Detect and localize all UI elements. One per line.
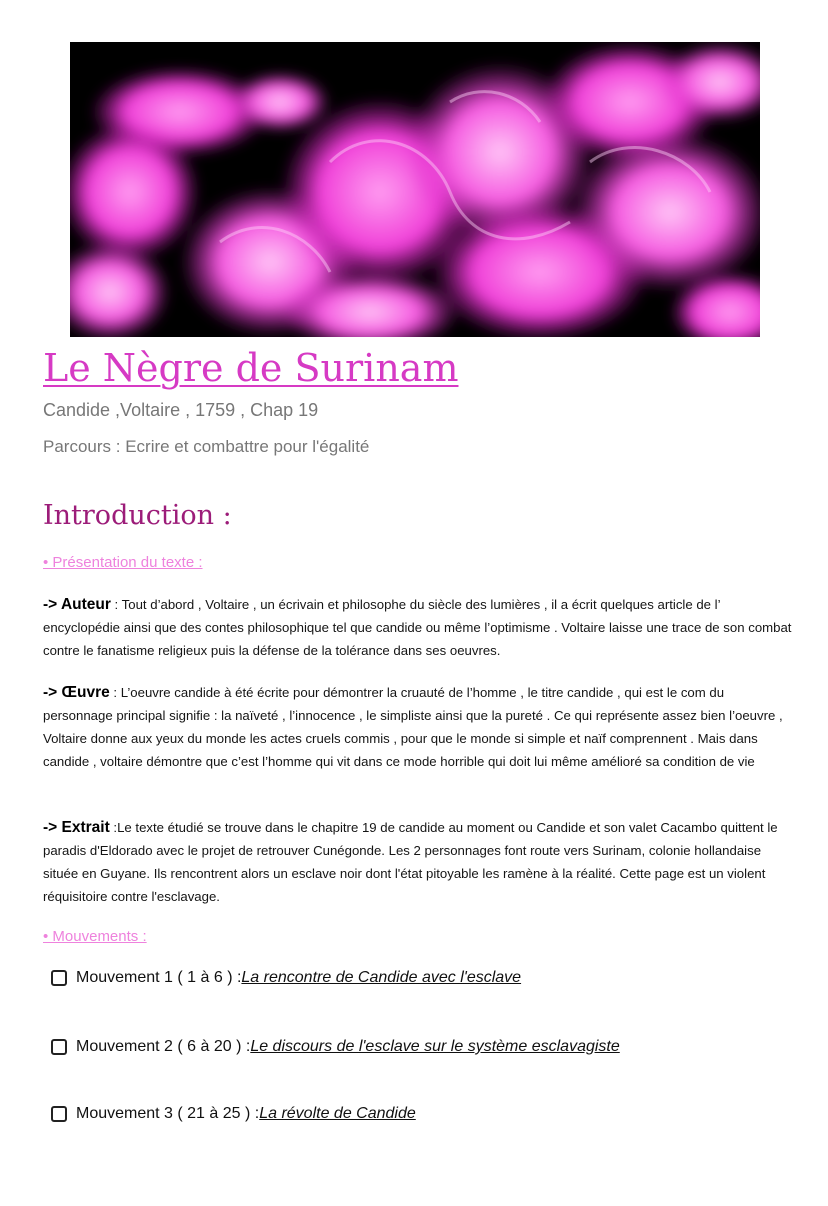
- checkbox-icon[interactable]: [51, 970, 67, 986]
- auteur-text: : Tout d’abord , Voltaire , un écrivain et philosophe du siècle des lumières , il a écrit quelques article de l’ encyclopédie ainsi que des contes philosophique tel que candide ou même l’optimisme . Voltaire laisse une trace de son combat contre le fanatisme religieux puis la défense de la tolérance dans ses oeuvres.: [43, 597, 792, 658]
- checkbox-icon[interactable]: [51, 1106, 67, 1122]
- banner-image: [70, 42, 760, 337]
- mouvement-prefix: Mouvement 2 ( 6 à 20 ) :: [76, 1038, 251, 1055]
- oeuvre-paragraph: [43, 681, 793, 773]
- mouvement-item-2: [51, 1038, 620, 1056]
- introduction-heading: Introduction :: [43, 500, 232, 531]
- pink-ink-smoke-image: [70, 42, 760, 337]
- mouvement-item-1: [51, 969, 521, 987]
- mouvement-title: La rencontre de Candide avec l'esclave: [241, 969, 522, 986]
- checkbox-icon[interactable]: [51, 1039, 67, 1055]
- mouvement-title: La révolte de Candide: [259, 1105, 416, 1122]
- mouvement-prefix: Mouvement 3 ( 21 à 25 ) :: [76, 1105, 260, 1122]
- oeuvre-label: -> Œuvre: [43, 684, 110, 701]
- extrait-paragraph: [43, 816, 793, 908]
- mouvement-title: Le discours de l'esclave sur le système esclavagiste: [250, 1038, 620, 1055]
- mouvement-prefix: Mouvement 1 ( 1 à 6 ) :: [76, 969, 242, 986]
- oeuvre-text: : L’oeuvre candide à été écrite pour démontrer la cruauté de l’homme , le titre candide , qui est le com du personnage principal signifie : la naïveté , l’innocence , le simpliste ainsi que la pureté . Ce qui représente assez bien l’oeuvre , Voltaire donne aux yeux du monde les actes cruels commis , pour que le monde si simple et naïf comprennent . Mais dans candide , voltaire démontre que c’est l’homme qui vit dans ce mode horrible qui doit lui même amélioré sa condition de vie: [43, 685, 783, 769]
- extrait-label: -> Extrait: [43, 819, 110, 836]
- page-title: Le Nègre de Surinam: [43, 346, 459, 390]
- parcours-line: Parcours : Ecrire et combattre pour l'égalité: [43, 437, 370, 456]
- presentation-label: • Présentation du texte :: [43, 554, 203, 571]
- mouvements-label: • Mouvements :: [43, 928, 147, 945]
- extrait-text: :Le texte étudié se trouve dans le chapitre 19 de candide au moment ou Candide et son valet Cacambo quittent le paradis d'Eldorado avec le projet de retrouver Cunégonde. Les 2 personnages font route vers Surinam, colonie hollandaise située en Guyane. Ils rencontrent alors un esclave noir dont l'état pitoyable les ramène à la réalité. Cette page est un violent réquisitoire contre l'esclavage.: [43, 820, 778, 904]
- auteur-paragraph: [43, 593, 793, 662]
- mouvement-item-3: [51, 1105, 416, 1123]
- auteur-label: -> Auteur: [43, 596, 111, 613]
- page-subtitle: Candide ,Voltaire , 1759 , Chap 19: [43, 400, 319, 420]
